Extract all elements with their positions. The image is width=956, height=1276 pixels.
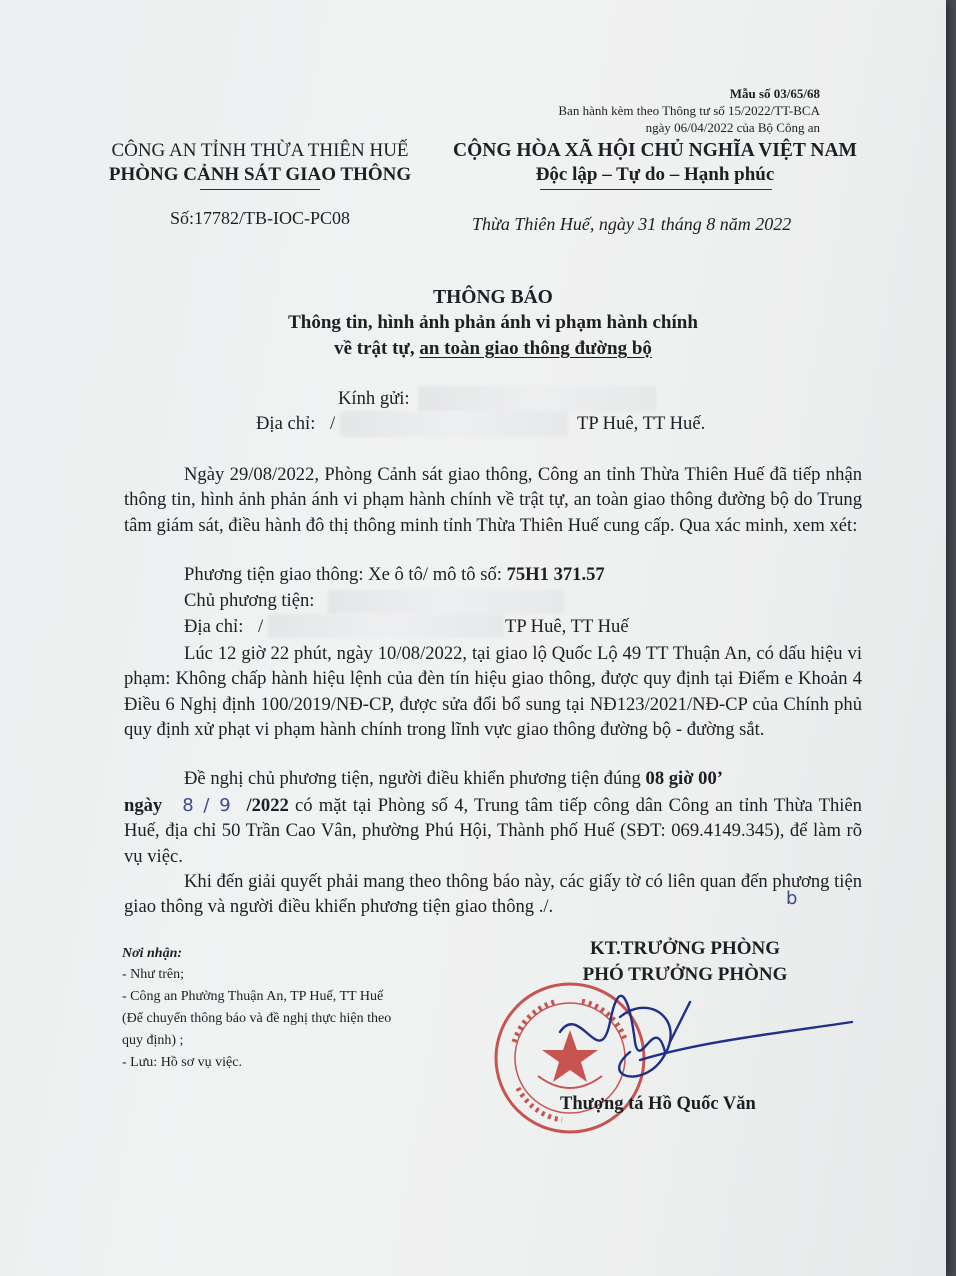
vehicle-line — [184, 564, 605, 586]
handwritten-signature — [540, 982, 870, 1112]
signature-title-2: PHÓ TRƯỞNG PHÒNG — [582, 964, 788, 985]
request-paragraph — [124, 793, 862, 869]
paragraph-violation: Lúc 12 giờ 22 phút, ngày 10/08/2022, tại giao lộ Quốc Lộ 49 TT Thuận An, có dấu hiệu vi phạm: Không chấp hành hiệu lệnh của đèn tín hiệu giao thông, được quy định tại Điểm e Khoản 4 Điều 6 Nghị định 100/2019/NĐ-CP, được sửa đổi bổ sung tại NĐ123/2021/NĐ-CP của Chính phủ quy định xử phạt vi phạm hành chính trong lĩnh vực giao thông đường bộ - đường sắt. — [124, 643, 862, 741]
nation-underline — [540, 189, 772, 190]
request-day-label: ngày — [124, 795, 163, 816]
receiver-item: - Công an Phường Thuận An, TP Huế, TT Huế — [122, 989, 384, 1004]
notice-subtitle-2-prefix: về trật tự, — [334, 338, 420, 359]
form-issued-with: Ban hành kèm theo Thông tư số 15/2022/TT-BCA — [558, 103, 820, 118]
signer-name: Thượng tá Hồ Quốc Văn — [560, 1094, 756, 1114]
receiver-item: - Lưu: Hồ sơ vụ việc. — [122, 1055, 242, 1070]
request-time: 08 giờ 00’ — [645, 768, 723, 789]
nation-line1: CỘNG HÒA XÃ HỘI CHỦ NGHĨA VIỆT NAM — [453, 140, 857, 161]
vehicle-label: Phương tiện giao thông: Xe ô tô/ mô tô số: — [184, 564, 507, 585]
paragraph-bring-documents: Khi đến giải quyết phải mang theo thông báo này, các giấy tờ có liên quan đến phương tiện giao thông và người điều khiển phương tiện giao thông ./. — [124, 871, 862, 918]
notice-title: THÔNG BÁO — [433, 287, 553, 308]
recipient-to-label: Kính gửi: — [338, 388, 410, 409]
agency-line2: PHÒNG CẢNH SÁT GIAO THÔNG — [108, 164, 412, 185]
owner-address-label: Địa chỉ: — [184, 616, 244, 637]
form-number: Mẫu số 03/65/68 — [729, 86, 820, 101]
vehicle-plate: 75H1 371.57 — [506, 564, 605, 585]
receiver-item: (Để chuyển thông báo và đề nghị thực hiện theo — [122, 1011, 392, 1026]
handwritten-initial: b — [786, 888, 800, 909]
owner-address-tail: TP Huê, TT Huế — [505, 616, 629, 637]
receiver-item: - Như trên; — [122, 967, 185, 982]
place-date: Thừa Thiên Huế, ngày 31 tháng 8 năm 2022 — [472, 214, 792, 234]
request-line-1 — [184, 768, 723, 790]
agency-underline — [200, 189, 320, 190]
owner-label: Chủ phương tiện: — [184, 590, 315, 611]
doc-number: Số:17782/TB-IOC-PC08 — [169, 208, 351, 228]
redacted-owner-address — [268, 614, 504, 638]
agency-line1: CÔNG AN TỈNH THỪA THIÊN HUẾ — [111, 140, 409, 161]
request-prefix: Đề nghị chủ phương tiện, người điều khiển phương tiện đúng — [184, 768, 646, 789]
recipient-address-label: Địa chỉ: — [256, 413, 316, 434]
recipient-address-tail: TP Huê, TT Huế. — [577, 413, 706, 434]
recipient-address-leading: / — [330, 413, 336, 434]
signature-title-1: KT.TRƯỞNG PHÒNG — [590, 938, 780, 959]
request-year: /2022 — [246, 795, 289, 816]
handwritten-date: 8 / 9 — [182, 795, 233, 816]
receivers-title: Nơi nhận: — [122, 946, 183, 961]
redacted-recipient-name — [418, 386, 656, 412]
redacted-owner-name — [328, 590, 564, 614]
nation-line2: Độc lập – Tự do – Hạnh phúc — [535, 164, 775, 185]
notice-subtitle-1: Thông tin, hình ảnh phản ánh vi phạm hành chính — [288, 312, 698, 333]
request-rest: có mặt tại Phòng số 4, Trung tâm tiếp công dân Công an tỉnh Thừa Thiên Huế, địa chỉ 50 Trần Cao Vân, phường Phú Hội, Thành phố Huế (SĐT: 069.4149.345), để làm rõ vụ việc. — [124, 795, 862, 867]
owner-address-leading: / — [258, 616, 264, 637]
redacted-recipient-address — [340, 411, 568, 437]
receiver-item: quy định) ; — [122, 1033, 184, 1048]
form-issued-date: ngày 06/04/2022 của Bộ Công an — [645, 120, 820, 135]
notice-subtitle-2-underlined: an toàn giao thông đường bộ — [419, 338, 652, 359]
notice-subtitle-2 — [124, 338, 862, 360]
paragraph-intro: Ngày 29/08/2022, Phòng Cảnh sát giao thông, Công an tỉnh Thừa Thiên Huế đã tiếp nhận thông tin, hình ảnh phản ánh vi phạm hành chính về trật tự, an toàn giao thông đường bộ do Trung tâm giám sát, điều hành đô thị thông minh tỉnh Thừa Thiên Huế cung cấp. Qua xác minh, xem xét: — [124, 464, 862, 536]
